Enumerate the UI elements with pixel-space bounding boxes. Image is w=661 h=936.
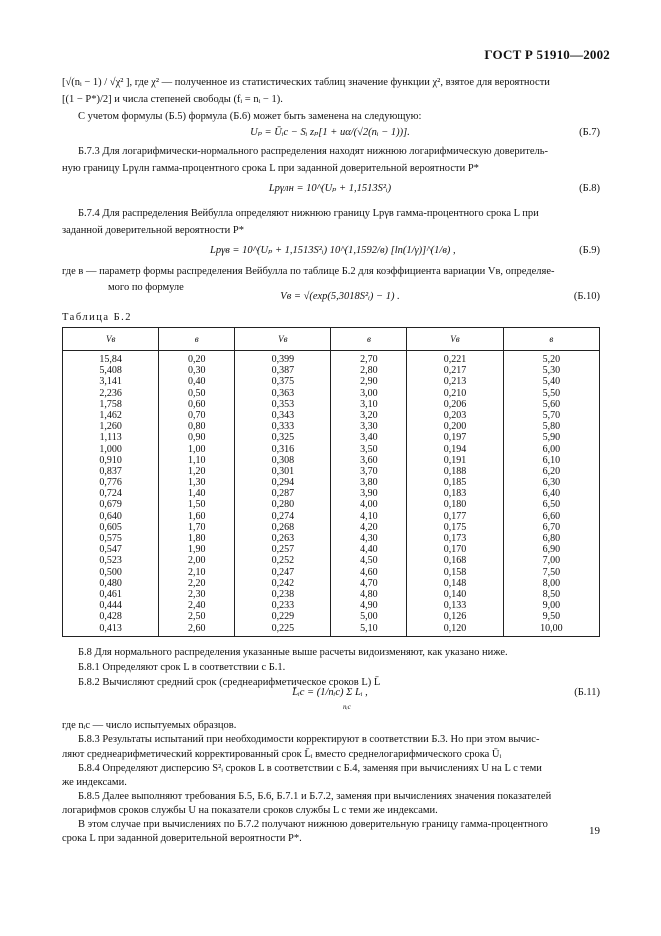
table-cell: 0,280 [235,499,331,510]
table-cell: 6,00 [503,444,599,455]
table-cell: 0,325 [235,432,331,443]
table-row [63,410,600,421]
text-line: Б.8.1 Определяют срок L в соответствии с Б.1. [78,662,286,673]
table-cell: 5,00 [331,611,407,622]
table-cell: 0,523 [63,555,159,566]
table-cell: 2,10 [159,567,235,578]
table-cell: 8,00 [503,578,599,589]
table-cell: 6,10 [503,455,599,466]
table-row [63,589,600,600]
table-cell: 0,213 [407,376,503,387]
table-cell: 0,353 [235,399,331,410]
table-cell: 0,399 [235,351,331,366]
table-cell: 4,30 [331,533,407,544]
table-cell: 0,287 [235,488,331,499]
table-cell: 3,10 [331,399,407,410]
table-cell: 1,00 [159,444,235,455]
table-cell: 0,175 [407,522,503,533]
table-cell: 2,30 [159,589,235,600]
table-row [63,578,600,589]
weibull-table [62,327,600,637]
text-line: срока L при заданной доверительной вероятности P*. [62,833,302,844]
table-row [63,488,600,499]
table-cell: 0,242 [235,578,331,589]
formula-b11-subscript: nᵢc [343,703,351,711]
table-cell: 5,80 [503,421,599,432]
table-cell: 3,80 [331,477,407,488]
table-row [63,444,600,455]
table-cell: 0,177 [407,511,503,522]
table-row [63,432,600,443]
formula-b8: Lpγлн = 10^(Uₚ + 1,1513S²ᵢ) [268,183,392,194]
table-cell: 0,294 [235,477,331,488]
formula-b10: Vв = √(exp(5,3018S²ᵢ) − 1) . [280,291,400,302]
table-cell: 0,316 [235,444,331,455]
table-cell: 0,188 [407,466,503,477]
table-cell: 1,60 [159,511,235,522]
table-cell: 0,90 [159,432,235,443]
table-cell: 15,84 [63,351,159,366]
table-cell: 5,40 [503,376,599,387]
table-cell: 2,20 [159,578,235,589]
table-cell: 0,30 [159,365,235,376]
table-cell: 4,90 [331,600,407,611]
table-cell: 0,343 [235,410,331,421]
table-cell: 5,20 [503,351,599,366]
table-cell: 0,133 [407,600,503,611]
table-cell: 0,50 [159,388,235,399]
table-cell: 0,375 [235,376,331,387]
table-cell: 0,387 [235,365,331,376]
table-cell: 0,194 [407,444,503,455]
table-cell: 0,126 [407,611,503,622]
table-cell: 0,200 [407,421,503,432]
table-cell: 3,141 [63,376,159,387]
text-line: мого по формуле [108,282,184,293]
table-cell: 3,70 [331,466,407,477]
table-cell: 8,50 [503,589,599,600]
table-cell: 3,30 [331,421,407,432]
table-cell: 0,480 [63,578,159,589]
table-cell: 6,90 [503,544,599,555]
table-cell: 4,10 [331,511,407,522]
table-cell: 4,50 [331,555,407,566]
table-row [63,567,600,578]
table-cell: 3,50 [331,444,407,455]
table-cell: 0,268 [235,522,331,533]
table-cell: 0,229 [235,611,331,622]
table-cell: 1,70 [159,522,235,533]
table-cell: 0,274 [235,511,331,522]
text-line: Б.8 Для нормального распределения указанные выше расчеты видоизменяют, как указано ниже. [78,647,508,658]
table-cell: 3,60 [331,455,407,466]
table-cell: 4,60 [331,567,407,578]
table-cell: 0,180 [407,499,503,510]
table-cell: 2,70 [331,351,407,366]
equation-number: (Б.11) [574,687,600,698]
table-cell: 0,724 [63,488,159,499]
text-line: где nᵢc — число испытуемых образцов. [62,720,237,731]
table-cell: 2,90 [331,376,407,387]
equation-number: (Б.7) [579,127,600,138]
table-cell: 1,90 [159,544,235,555]
table-cell: 0,333 [235,421,331,432]
text-line: С учетом формулы (Б.5) формула (Б.6) может быть заменена на следующую: [78,111,422,122]
table-cell: 0,191 [407,455,503,466]
table-row [63,466,600,477]
table-cell: 0,500 [63,567,159,578]
table-caption: Таблица Б.2 [62,312,133,323]
table-cell: 5,10 [331,623,407,637]
table-cell: 1,462 [63,410,159,421]
formula-b9: Lpγв = 10^(Uₚ + 1,1513S²ᵢ) 10^(1,1592/в) [ln(1/γ)]^(1/в) , [210,245,456,256]
table-cell: 2,00 [159,555,235,566]
table-cell: 0,233 [235,600,331,611]
table-cell: 0,80 [159,421,235,432]
table-row [63,455,600,466]
table-cell: 0,428 [63,611,159,622]
text-line: [√(nᵢ − 1) / √χ² ], где χ² — полученное из статистических таблиц значение функции χ², взятое для вероятности [62,77,550,88]
table-row [63,388,600,399]
table-cell: 6,60 [503,511,599,522]
table-cell: 4,70 [331,578,407,589]
table-cell: 4,00 [331,499,407,510]
column-header: Vв [63,328,159,351]
text-line: Б.8.5 Далее выполняют требования Б.5, Б.6, Б.7.1 и Б.7.2, заменяя при вычислениях значения показателей [78,791,552,802]
text-line: Б.7.3 Для логарифмически-нормального распределения находят нижнюю логарифмическую доверитель- [78,146,549,157]
table-cell: 0,461 [63,589,159,600]
table-cell: 4,80 [331,589,407,600]
equation-number: (Б.9) [579,245,600,256]
table-cell: 5,90 [503,432,599,443]
table-cell: 0,148 [407,578,503,589]
table-cell: 1,50 [159,499,235,510]
table-row [63,421,600,432]
table-cell: 1,758 [63,399,159,410]
table-row [63,522,600,533]
table-cell: 1,40 [159,488,235,499]
table-cell: 0,444 [63,600,159,611]
table-cell: 6,80 [503,533,599,544]
text-line: же индексами. [62,777,127,788]
table-row [63,399,600,410]
table-cell: 5,70 [503,410,599,421]
table-row [63,351,600,366]
table-row [63,376,600,387]
table-cell: 0,238 [235,589,331,600]
table-cell: 3,00 [331,388,407,399]
table-cell: 0,308 [235,455,331,466]
table-cell: 9,00 [503,600,599,611]
column-header: Vв [407,328,503,351]
table-row [63,533,600,544]
text-line: где в — параметр формы распределения Вейбулла по таблице Б.2 для коэффициента вариации Vв, определяе- [62,266,555,277]
table-cell: 2,80 [331,365,407,376]
table-row [63,623,600,637]
table-cell: 0,210 [407,388,503,399]
table-cell: 0,20 [159,351,235,366]
table-cell: 1,10 [159,455,235,466]
table-cell: 5,50 [503,388,599,399]
formula-b11: L̄ᵢc = (1/nᵢc) Σ Lᵢ , [292,687,368,698]
table-cell: 1,20 [159,466,235,477]
page-number: 19 [589,825,600,837]
document-id: ГОСТ Р 51910—2002 [484,47,610,62]
text-line: Б.8.4 Определяют дисперсию S²ᵢ сроков L в соответствии с Б.4, заменяя при вычислениях U на L с теми [78,763,542,774]
table-cell: 10,00 [503,623,599,637]
table-row [63,544,600,555]
table-cell: 0,413 [63,623,159,637]
table-cell: 3,90 [331,488,407,499]
table-cell: 1,000 [63,444,159,455]
table-cell: 6,40 [503,488,599,499]
table-cell: 6,50 [503,499,599,510]
column-header: в [331,328,407,351]
text-line: Б.8.3 Результаты испытаний при необходимости корректируют в соответствии Б.3. Но при этом вычис- [78,734,540,745]
table-cell: 0,221 [407,351,503,366]
table-cell: 0,206 [407,399,503,410]
table-cell: 0,263 [235,533,331,544]
table-cell: 6,20 [503,466,599,477]
table-cell: 0,217 [407,365,503,376]
table-cell: 2,40 [159,600,235,611]
formula-b7: Uₚ = Ūᵢc − Sᵢ zₚ[1 + uα/(√2(nᵢ − 1))]. [250,127,410,138]
table-cell: 0,837 [63,466,159,477]
table-cell: 0,70 [159,410,235,421]
table-cell: 0,363 [235,388,331,399]
table-cell: 0,140 [407,589,503,600]
table-cell: 0,60 [159,399,235,410]
text-line: В этом случае при вычислениях по Б.7.2 получают нижнюю доверительную границу гамма-процентного [78,819,548,830]
table-cell: 0,605 [63,522,159,533]
table-cell: 0,910 [63,455,159,466]
table-row [63,511,600,522]
column-header: в [503,328,599,351]
table-cell: 0,173 [407,533,503,544]
table-cell: 0,197 [407,432,503,443]
table-row [63,611,600,622]
table-cell: 1,30 [159,477,235,488]
table-cell: 0,158 [407,567,503,578]
table-cell: 0,776 [63,477,159,488]
text-line: логарифмов сроков службы U на показатели сроков службы L с теми же индексами. [62,805,438,816]
table-cell: 0,575 [63,533,159,544]
column-header: Vв [235,328,331,351]
table-cell: 0,225 [235,623,331,637]
table-body [63,351,600,637]
table-header-row [63,328,600,351]
table-cell: 7,00 [503,555,599,566]
table-cell: 4,40 [331,544,407,555]
text-line: Б.7.4 Для распределения Вейбулла определяют нижнюю границу Lpγв гамма-процентного срока L при [78,208,539,219]
column-header: в [159,328,235,351]
table-cell: 2,60 [159,623,235,637]
table-cell: 0,547 [63,544,159,555]
table-cell: 0,257 [235,544,331,555]
equation-number: (Б.8) [579,183,600,194]
table-cell: 4,20 [331,522,407,533]
table-cell: 0,120 [407,623,503,637]
table-cell: 0,203 [407,410,503,421]
table-row [63,499,600,510]
table-cell: 0,170 [407,544,503,555]
table-cell: 5,30 [503,365,599,376]
table-cell: 3,40 [331,432,407,443]
text-line: Б.8.2 Вычисляют средний срок (среднеарифметическое сроков L) L̄ [78,677,381,688]
table-cell: 0,640 [63,511,159,522]
table-cell: 0,168 [407,555,503,566]
table-cell: 9,50 [503,611,599,622]
table-cell: 1,113 [63,432,159,443]
table-cell: 0,301 [235,466,331,477]
table-cell: 3,20 [331,410,407,421]
table-cell: 0,247 [235,567,331,578]
table-row [63,477,600,488]
table-row [63,555,600,566]
table-cell: 6,30 [503,477,599,488]
text-line: ную границу Lpγлн гамма-процентного срока L при заданной доверительной вероятности P* [62,163,479,174]
text-line: [(1 − P*)/2] и числа степеней свободы (fᵢ = nᵢ − 1). [62,94,283,105]
table-cell: 5,408 [63,365,159,376]
table-cell: 0,679 [63,499,159,510]
table-cell: 2,50 [159,611,235,622]
table-cell: 5,60 [503,399,599,410]
table-cell: 0,185 [407,477,503,488]
table-row [63,600,600,611]
table-cell: 7,50 [503,567,599,578]
table-cell: 0,183 [407,488,503,499]
table-cell: 0,40 [159,376,235,387]
table-cell: 2,236 [63,388,159,399]
table-cell: 1,80 [159,533,235,544]
table-cell: 0,252 [235,555,331,566]
text-line: ляют среднеарифметический корректированный срок L̄ᵢ вместо среднелогарифмического срока Ūᵢ [62,749,502,760]
table-cell: 6,70 [503,522,599,533]
equation-number: (Б.10) [573,291,600,302]
table-row [63,365,600,376]
text-line: заданной доверительной вероятности P* [62,225,244,236]
table-cell: 1,260 [63,421,159,432]
